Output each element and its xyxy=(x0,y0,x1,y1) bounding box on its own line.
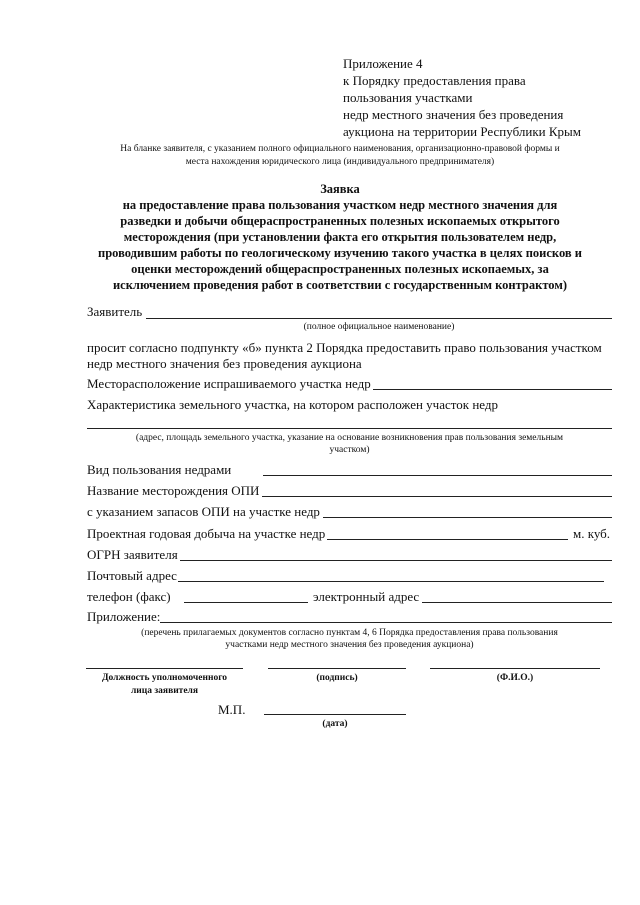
attachment-hint-line-1: (перечень прилагаемых документов согласно пунктам 4, 6 Порядка предоставления права пользования xyxy=(141,628,558,638)
attachment-hint-line-2: участками недр местного значения без проведения аукциона) xyxy=(225,640,474,650)
position-hint-line-2: лица заявителя xyxy=(130,686,199,696)
fio-field[interactable] xyxy=(430,668,600,669)
location-field[interactable] xyxy=(373,389,612,390)
title-line: разведки и добычи общераспространенных полезных ископаемых открытого xyxy=(120,214,560,228)
phone-label: телефон (факс) xyxy=(87,589,171,604)
position-field[interactable] xyxy=(86,668,243,669)
title-line: оценки месторождений общераспространенных полезных ископаемых, за xyxy=(131,262,549,276)
title-line: исключением проведения работ в соответствии с государственным контрактом) xyxy=(112,278,568,292)
production-unit: м. куб. xyxy=(573,526,611,541)
applicant-hint: (полное официальное наименование) xyxy=(303,322,455,332)
appendix-line: пользования участками xyxy=(343,90,473,105)
appendix-line: к Порядку предоставления права xyxy=(343,73,526,88)
attachment-field[interactable] xyxy=(160,622,612,623)
email-label: электронный адрес xyxy=(313,589,420,604)
ogrn-field[interactable] xyxy=(180,560,612,561)
email-field[interactable] xyxy=(422,602,612,603)
land-hint-line-2: участком) xyxy=(329,445,370,455)
ogrn-label: ОГРН заявителя xyxy=(87,547,178,562)
usage-label: Вид пользования недрами xyxy=(87,462,232,477)
appendix-line: недр местного значения без проведения xyxy=(343,107,564,122)
postal-field[interactable] xyxy=(178,581,604,582)
title-line: на предоставление права пользования участком недр местного значения для xyxy=(122,198,558,212)
reserves-label: с указанием запасов ОПИ на участке недр xyxy=(87,504,320,519)
appendix-header xyxy=(343,55,581,140)
location-label: Месторасположение испрашиваемого участка недр xyxy=(87,376,371,391)
land-label: Характеристика земельного участка, на котором расположен участок недр xyxy=(87,397,499,412)
date-hint: (дата) xyxy=(322,719,348,729)
request-line-2: недр местного значения без проведения аукциона xyxy=(87,356,362,371)
postal-label: Почтовый адрес xyxy=(87,568,177,583)
phone-field[interactable] xyxy=(184,602,308,603)
deposit-field[interactable] xyxy=(262,496,612,497)
blank-note-line-2: места нахождения юридического лица (индивидуального предпринимателя) xyxy=(185,157,495,167)
title-line: проводившим работы по геологическому изучению такого участка в целях поисков и xyxy=(98,246,582,260)
applicant-label: Заявитель xyxy=(87,304,143,319)
attachment-label: Приложение: xyxy=(87,609,161,624)
usage-field[interactable] xyxy=(263,475,612,476)
position-hint-line-1: Должность уполномоченного xyxy=(101,673,228,683)
appendix-line: аукциона на территории Республики Крым xyxy=(343,124,581,139)
document-title: Заявка xyxy=(320,182,360,196)
fio-hint: (Ф.И.О.) xyxy=(496,673,534,683)
reserves-field[interactable] xyxy=(323,517,612,518)
blank-note-line-1: На бланке заявителя, с указанием полного официального наименования, организационно-правовой формы и xyxy=(120,144,560,154)
signature-field[interactable] xyxy=(268,668,406,669)
date-field[interactable] xyxy=(264,714,406,715)
signature-hint: (подпись) xyxy=(316,673,358,683)
stamp-label: М.П. xyxy=(218,702,246,717)
production-label: Проектная годовая добыча на участке недр xyxy=(87,526,326,541)
title-line: месторождения (при установлении факта его открытия пользователем недр, xyxy=(123,230,557,244)
deposit-label: Название месторождения ОПИ xyxy=(87,483,260,498)
appendix-line: Приложение 4 xyxy=(343,56,423,71)
production-field[interactable] xyxy=(327,539,568,540)
request-line-1: просит согласно подпункту «б» пункта 2 Порядка предоставить право пользования участком xyxy=(87,340,602,355)
land-field[interactable] xyxy=(87,428,612,429)
applicant-field[interactable] xyxy=(146,318,612,319)
land-hint-line-1: (адрес, площадь земельного участка, указание на основание возникновения прав пользования земельным xyxy=(135,433,564,443)
